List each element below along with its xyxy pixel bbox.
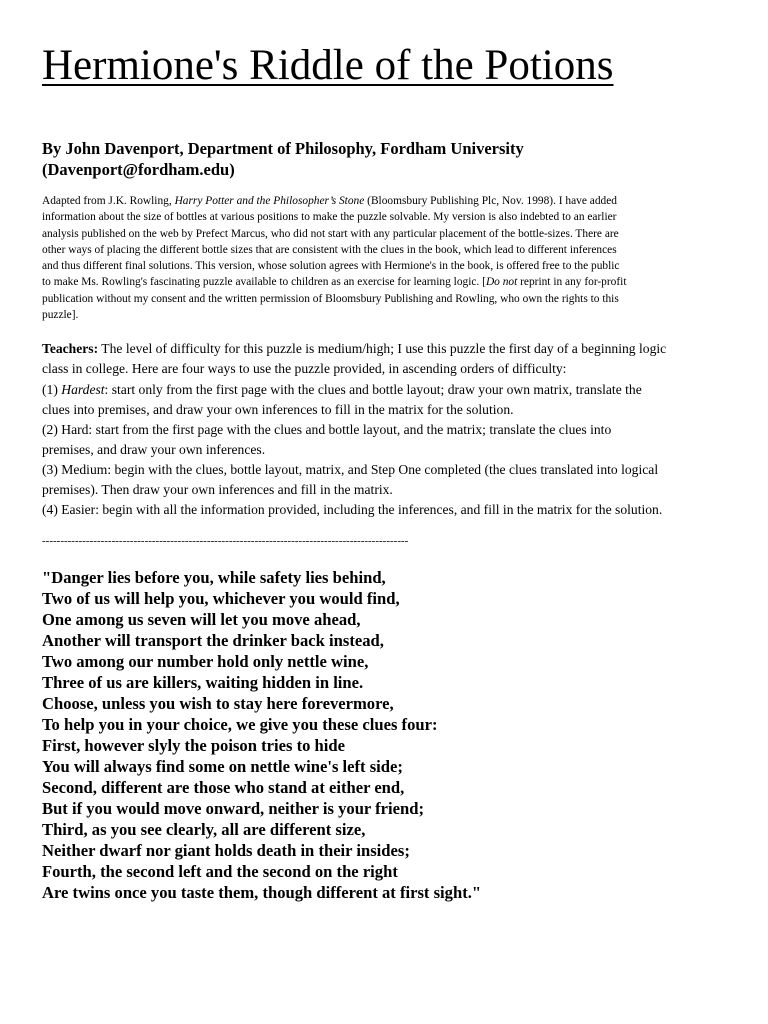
author-line: By John Davenport, Department of Philosophy, Fordham University xyxy=(42,139,524,158)
riddle-poem xyxy=(42,568,732,903)
poem-line: "Danger lies before you, while safety lies behind, xyxy=(42,568,386,588)
author-byline xyxy=(42,138,732,180)
teachers-line: (2) Hard: start from the first page with the clues and bottle layout, and the matrix; translate the clues into xyxy=(42,421,612,437)
teachers-line: clues into premises, and draw your own inferences to fill in the matrix for the solution. xyxy=(42,401,514,417)
adaptation-line: information about the size of bottles at various positions to make the puzzle solvable. My version is also indebted to an earlier xyxy=(42,211,617,224)
teachers-line: (4) Easier: begin with all the information provided, including the inferences, and fill in the matrix for the solution. xyxy=(42,502,663,518)
poem-line: Second, different are those who stand at either end, xyxy=(42,777,405,797)
poem-line: Third, as you see clearly, all are different size, xyxy=(42,819,366,839)
teachers-text: The level of difficulty for this puzzle is medium/high; I use this puzzle the first day of a beginning logic xyxy=(98,341,667,357)
adaptation-note xyxy=(42,193,730,323)
poem-line: One among us seven will let you move ahead, xyxy=(42,610,361,630)
teachers-line: (3) Medium: begin with the clues, bottle layout, matrix, and Step One completed (the clues translated into logical xyxy=(42,461,659,477)
poem-line: Two of us will help you, whichever you would find, xyxy=(42,589,400,609)
poem-line: Two among our number hold only nettle wine, xyxy=(42,652,369,672)
author-email: (Davenport@fordham.edu) xyxy=(42,160,235,179)
poem-line: Fourth, the second left and the second on the right xyxy=(42,861,398,881)
poem-line: Another will transport the drinker back instead, xyxy=(42,631,384,651)
teachers-text: : start only from the first page with the clues and bottle layout; draw your own matrix, translate the xyxy=(104,381,642,397)
poem-line: First, however slyly the poison tries to hide xyxy=(42,735,345,755)
adaptation-line: and thus different final solutions. This version, whose solution agrees with Hermione's in the book, is offered free to the public xyxy=(42,260,620,273)
book-title: Harry Potter and the Philosopher’s Stone xyxy=(174,195,365,207)
poem-line: Are twins once you taste them, though different at first sight." xyxy=(42,882,482,902)
adaptation-line: puzzle]. xyxy=(42,309,79,322)
teachers-line: premises, and draw your own inferences. xyxy=(42,441,266,457)
teachers-note xyxy=(42,339,732,520)
adaptation-text: Adapted from J.K. Rowling, xyxy=(42,195,175,207)
poem-line: Choose, unless you wish to stay here forevermore, xyxy=(42,693,394,713)
document-title: Hermione's Riddle of the Potions xyxy=(42,42,614,89)
teachers-line: class in college. Here are four ways to use the puzzle provided, in ascending orders of difficulty: xyxy=(42,361,567,377)
adaptation-line xyxy=(42,193,730,209)
adaptation-text: reprint in any for-profit xyxy=(517,276,627,289)
adaptation-line: analysis published on the web by Prefect Marcus, who did not start with any particular placement of the bottle-sizes. There are xyxy=(42,227,619,240)
teachers-label: Teachers: xyxy=(42,341,99,357)
emphasis-text: Do not xyxy=(485,276,518,289)
adaptation-line: other ways of placing the different bottle sizes that are consistent with the clues in the book, which lead to different inferences xyxy=(42,243,617,256)
poem-line: But if you would move onward, neither is your friend; xyxy=(42,798,424,818)
teachers-line xyxy=(42,380,732,400)
adaptation-line xyxy=(42,274,730,290)
teachers-line xyxy=(42,339,732,359)
difficulty-hardest: Hardest xyxy=(61,381,105,397)
poem-line: You will always find some on nettle wine's left side; xyxy=(42,756,403,776)
adaptation-text: to make Ms. Rowling's fascinating puzzle available to children as an exercise for learning logic. [ xyxy=(42,276,486,289)
teachers-line: premises). Then draw your own inferences and fill in the matrix. xyxy=(42,482,393,498)
adaptation-text: (Bloomsbury Publishing Plc, Nov. 1998). I have added xyxy=(364,195,617,207)
poem-line: To help you in your choice, we give you these clues four: xyxy=(42,714,438,734)
section-divider: ---------------------------------------------------------------------------------------------------- xyxy=(42,535,409,548)
poem-line: Three of us are killers, waiting hidden in line. xyxy=(42,672,364,692)
poem-line: Neither dwarf nor giant holds death in their insides; xyxy=(42,840,410,860)
teachers-text: (1) xyxy=(42,381,62,397)
document-page xyxy=(42,40,732,903)
adaptation-line: publication without my consent and the written permission of Bloomsbury Publishing and Rowling, who own the rights to this xyxy=(42,292,619,305)
